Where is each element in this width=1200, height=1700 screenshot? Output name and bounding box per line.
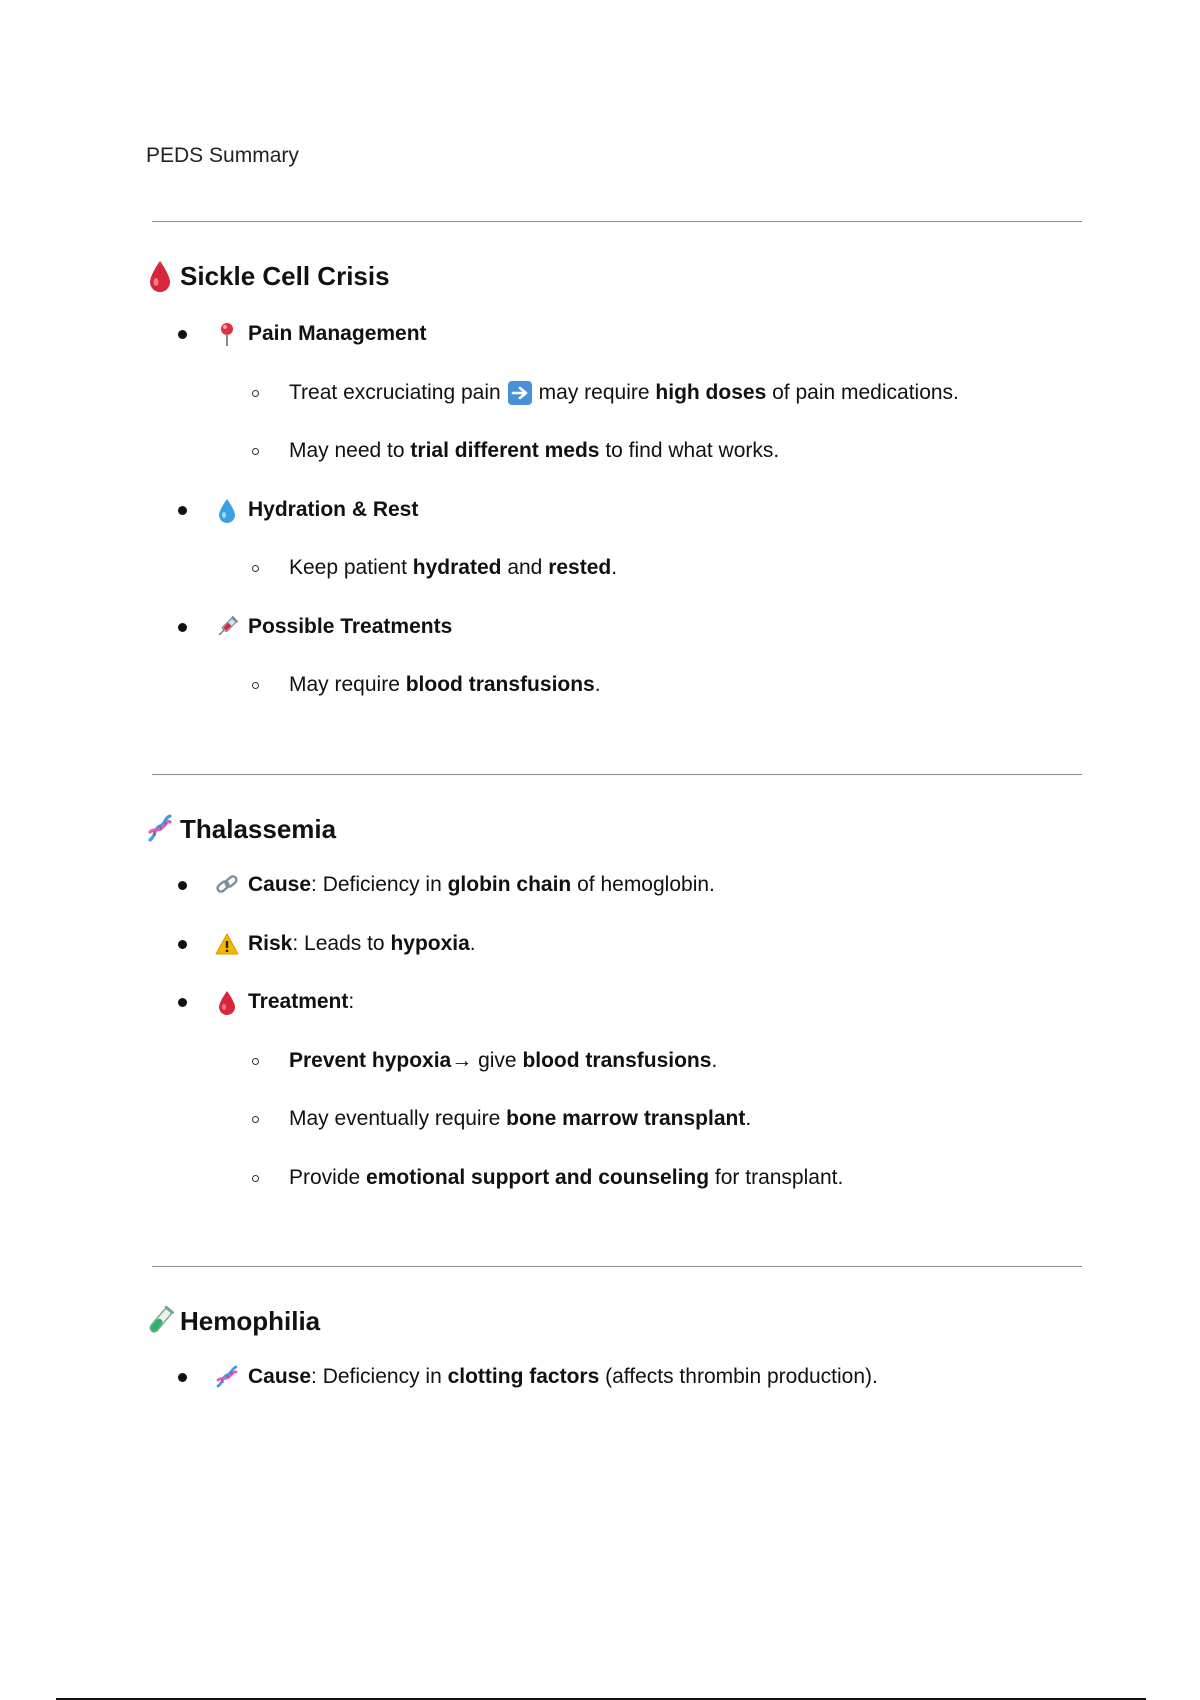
blood-drop-icon xyxy=(146,259,174,293)
sub-bullet xyxy=(252,1058,259,1065)
sub-bullet xyxy=(252,448,259,455)
section-divider xyxy=(152,774,1082,775)
sub-bullet xyxy=(252,682,259,689)
test-tube-icon xyxy=(146,1304,174,1338)
dna-icon xyxy=(215,1364,239,1390)
water-droplet-icon xyxy=(215,497,239,523)
list-item-cause: Cause : Deficiency in globin chain of hemoglobin. xyxy=(178,869,715,901)
section-heading-hemophilia xyxy=(146,1303,320,1339)
sub-bullet xyxy=(252,1175,259,1182)
list-item: May require blood transfusions . xyxy=(252,669,601,701)
list-item-risk: Risk : Leads to hypoxia . xyxy=(178,928,476,960)
blood-drop-icon xyxy=(215,989,239,1015)
list-item: May eventually require bone marrow transplant . xyxy=(252,1103,751,1135)
bullet xyxy=(178,330,187,339)
list-item-treatment: Treatment : xyxy=(178,986,354,1018)
list-item: Treat excruciating pain may require high doses of pain medications. xyxy=(252,377,959,409)
list-item: May need to trial different meds to find what works. xyxy=(252,435,779,467)
document-title: PEDS Summary xyxy=(146,144,299,167)
section-divider xyxy=(152,221,1082,222)
bullet xyxy=(178,506,187,515)
pushpin-icon xyxy=(215,321,239,347)
bullet xyxy=(178,623,187,632)
list-item-hydration-rest: Hydration & Rest xyxy=(178,494,418,526)
list-item: Keep patient hydrated and rested . xyxy=(252,552,617,584)
section-divider xyxy=(152,1266,1082,1267)
section-title: Thalassemia xyxy=(180,813,337,844)
warning-icon xyxy=(215,931,239,957)
list-item-possible-treatments: Possible Treatments xyxy=(178,611,452,643)
link-icon xyxy=(215,872,239,898)
list-item: Prevent hypoxia → give blood transfusions . xyxy=(252,1045,717,1077)
bullet xyxy=(178,940,187,949)
sub-bullet xyxy=(252,390,259,397)
list-item-cause: Cause : Deficiency in clotting factors (affects thrombin production). xyxy=(178,1361,878,1393)
list-item: Provide emotional support and counseling for transplant. xyxy=(252,1162,843,1194)
sub-bullet xyxy=(252,1116,259,1123)
section-heading-sickle-cell xyxy=(146,258,390,294)
dna-icon xyxy=(146,812,174,846)
section-heading-thalassemia xyxy=(146,811,336,847)
section-title: Hemophilia xyxy=(180,1305,321,1336)
bullet xyxy=(178,998,187,1007)
sub-bullet xyxy=(252,565,259,572)
section-title: Sickle Cell Crisis xyxy=(180,260,390,291)
syringe-icon xyxy=(215,614,239,640)
list-item-pain-management: Pain Management xyxy=(178,318,427,350)
bullet xyxy=(178,881,187,890)
right-arrow-icon xyxy=(507,380,533,406)
bullet xyxy=(178,1373,187,1382)
